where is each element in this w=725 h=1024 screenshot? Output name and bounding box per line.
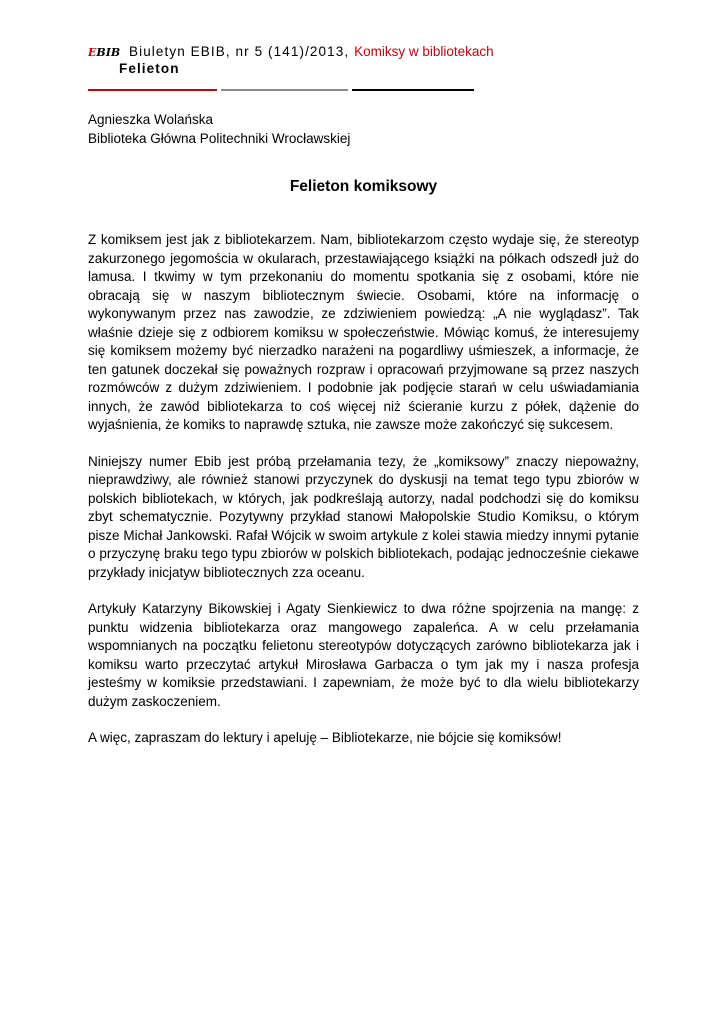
issue-theme-link[interactable]: Komiksy w bibliotekach [354, 44, 494, 59]
journal-issue: Biuletyn EBIB, nr 5 (141)/2013, [129, 44, 350, 59]
page-header [88, 44, 648, 77]
author-affiliation: Biblioteka Główna Politechniki Wrocławskiej [88, 131, 351, 146]
header-rule-black [352, 89, 474, 91]
section-label: Felieton [119, 61, 180, 76]
article-title: Felieton komiksowy [289, 178, 438, 195]
header-rule-gray [221, 89, 348, 91]
article-body [88, 231, 639, 766]
article-paragraph: Niniejszy numer Ebib jest próbą przełamania tezy, że „komiksowy” znaczy niepoważny, nieprawdziwy, ale również stanowi przyczynek do dyskusji na temat tego typu zbiorów w polskich bibliotekach, w których, jak podkreślają autorzy, nadal podchodzi się do komiksu zbyt schematycznie. Pozytywny przykład stanowi Małopolskie Studio Komiksu, o którym pisze Michał Jankowski. Rafał Wójcik w swoim artykule z kolei stawia miedzy innymi pytanie o przyczynę braku tego typu zbiorów w polskich bibliotekach, podając jednocześnie ciekawe przykłady inicjatyw bibliotecznych zza oceanu. [88, 453, 639, 580]
header-rule-red [88, 89, 217, 91]
author-block [88, 110, 350, 148]
ebib-logo-rest: BIB [96, 46, 121, 59]
ebib-logo-e: E [88, 46, 97, 59]
article-paragraph: Artykuły Katarzyny Bikowskiej i Agaty Sienkiewicz to dwa różne spojrzenia na mangę: z punktu widzenia bibliotekarza oraz mangowego zapaleńca. A w celu przełamania wspomnianych na początku felietonu stereotypów dotyczących zarówno bibliotekarza jak i komiksu warto przeczytać artykuł Mirosława Garbacza o tym jak my i nasza profesja jesteśmy w komiksie przedstawiani. I zapewniam, że może być to dla wielu bibliotekarzy dużym zaskoczeniem. [88, 601, 639, 709]
ebib-logo [88, 46, 120, 59]
article-paragraph: A więc, zapraszam do lektury i apeluję – Bibliotekarze, nie bójcie się komiksów! [88, 730, 562, 745]
article-paragraph: Z komiksem jest jak z bibliotekarzem. Nam, bibliotekarzom często wydaje się, że stereotyp zakurzonego jegomościa w okularach, przestawiającego książki na półkach odszedł już do lamusa. I tkwimy w tym przekonaniu do momentu spotkania się z osobami, które nie obracają się w naszym bibliotecznym świecie. Osobami, które na informację o wykonywanym przez nas zawodzie, ze zdziwieniem powiedzą: „A nie wyglądasz”. Tak właśnie dzieje się z odbiorem komiksu w społeczeństwie. Mówiąc komuś, że interesujemy się komiksem możemy być nierzadko narażeni na pogardliwy uśmieszek, a informacje, że ten gatunek doczekał się poważnych rozpraw i opracowań przyjmowane są przez naszych rozmówców z dużym zdziwieniem. I podobnie jak podjęcie starań w celu uświadamiania innych, że zawód bibliotekarza to coś więcej niż ścieranie kurzu z półek, dążenie do wyjaśnienia, że komiks to naprawdę sztuka, nie zawsze może zakończyć się sukcesem. [88, 232, 639, 432]
header-journal-line [88, 44, 648, 61]
author-name: Agnieszka Wolańska [88, 112, 214, 127]
